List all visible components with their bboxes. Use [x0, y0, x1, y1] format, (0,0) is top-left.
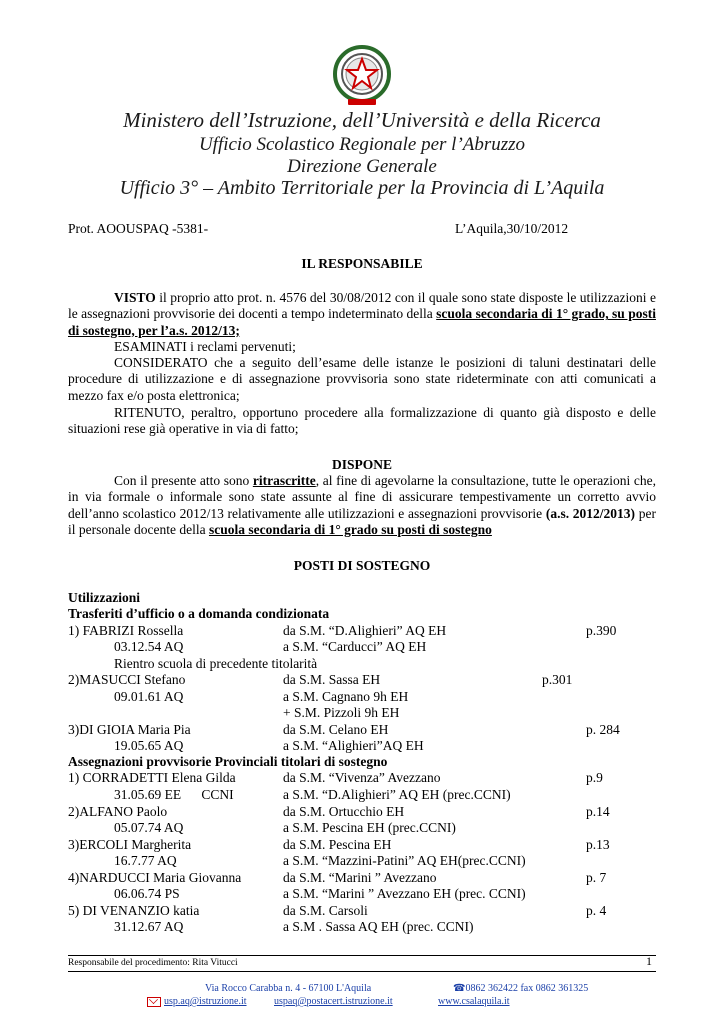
section-title: POSTI DI SOSTEGNO	[293, 558, 431, 573]
visto-paragraph	[68, 290, 656, 339]
row-name: 06.06.74 PS	[114, 886, 180, 901]
dispone-part1: Con il presente atto sono	[114, 473, 253, 488]
row-name: 3)ERCOLI Margherita	[68, 837, 192, 852]
email-link-2[interactable]: uspaq@postacert.istruzione.it	[274, 996, 393, 1007]
phone-icon: ☎	[453, 983, 466, 994]
row-points: p. 284	[586, 722, 620, 737]
row-name: 4)NARDUCCI Maria Giovanna	[68, 870, 242, 885]
row-name: 3)DI GIOIA Maria Pia	[68, 722, 191, 737]
phone-fax	[453, 983, 588, 994]
row-points: p.9	[586, 770, 603, 785]
row-name: 31.12.67 AQ	[114, 919, 184, 934]
dispone-title: DISPONE	[331, 457, 392, 472]
row-name: 09.01.61 AQ	[114, 689, 184, 704]
regional-office-heading: Ufficio Scolastico Regionale per l’Abruzzo	[198, 134, 526, 155]
row-name: 31.05.69 EE CCNI	[114, 787, 234, 802]
assegnazioni-title: Assegnazioni provvisorie Provinciali titolari di sostegno	[68, 754, 388, 769]
responsabile-note: Responsabile del procedimento: Rita Vitucci	[68, 958, 238, 968]
school-level: scuola secondaria di 1° grado su posti di sostegno	[208, 521, 492, 537]
row-name: 05.07.74 AQ	[114, 820, 184, 835]
page-number: 1	[646, 954, 652, 968]
row-dest: a S.M. “Marini ” Avezzano EH (prec. CCNI)	[283, 886, 526, 901]
protocol-number: Prot. AOOUSPAQ -5381-	[68, 221, 209, 236]
row-name: 1) CORRADETTI Elena Gilda	[68, 770, 236, 785]
place-date: L’Aquila,30/10/2012	[455, 221, 569, 236]
unit-heading: Ufficio 3° – Ambito Territoriale per la Provincia di L’Aquila	[119, 177, 605, 199]
italian-republic-emblem-icon	[332, 44, 392, 108]
row-dest: a S.M. “Alighieri”AQ EH	[283, 738, 424, 753]
row-name: 2)MASUCCI Stefano	[68, 672, 186, 687]
visto-underlined: scuola secondaria di 1° grado, su posti di sostegno, per l’a.s. 2012/13;	[68, 306, 656, 338]
row-points: p.301	[542, 672, 573, 687]
dispone-part3: per il personale docente della	[68, 505, 656, 537]
row-note: Rientro scuola di precedente titolarità	[114, 656, 318, 671]
direction-heading: Direzione Generale	[287, 156, 437, 177]
ritenuto-paragraph: RITENUTO, peraltro, opportuno procedere alla formalizzazione di quanto già disposto e delle situazioni rese già operative in via di fatto;	[68, 405, 656, 437]
website-link[interactable]: www.csalaquila.it	[438, 996, 510, 1007]
dispone-paragraph	[68, 473, 656, 538]
visto-lead: VISTO	[114, 290, 156, 305]
school-year: (a.s. 2012/2013)	[545, 505, 636, 521]
esaminati-paragraph: ESAMINATI i reclami pervenuti;	[114, 339, 296, 354]
address: Via Rocco Carabba n. 4 - 67100 L'Aquila	[205, 983, 372, 994]
ritrascritte-word: ritrascritte	[252, 473, 316, 488]
row-points: p. 7	[586, 870, 607, 885]
row-name: 03.12.54 AQ	[114, 639, 184, 654]
row-name: 1) FABRIZI Rossella	[68, 623, 184, 638]
row-points: p.14	[586, 804, 610, 819]
email-link-1[interactable]: usp.aq@istruzione.it	[164, 996, 247, 1007]
row-dest: a S.M . Sassa AQ EH (prec. CCNI)	[283, 919, 474, 934]
visto-text: il proprio atto prot. n. 4576 del 30/08/2012 con il quale sono state disposte le utilizzazioni e le assegnazioni provvisorie dei docenti a tempo indeterminato della	[68, 290, 656, 322]
row-points: p.390	[586, 623, 617, 638]
utilizzazioni-title: Utilizzazioni	[68, 590, 140, 605]
row-dest: da S.M. Pescina EH	[283, 837, 392, 852]
ministry-heading: Ministero dell’Istruzione, dell’Università e della Ricerca	[123, 108, 601, 132]
row-dest: da S.M. “Vivenza” Avezzano	[283, 770, 441, 785]
footer-rule-2	[68, 971, 656, 972]
row-dest: da S.M. “D.Alighieri” AQ EH	[283, 623, 447, 638]
row-dest: da S.M. Carsoli	[283, 903, 368, 918]
email-row	[147, 996, 247, 1007]
footer-rule	[68, 955, 656, 956]
row-name: 19.05.65 AQ	[114, 738, 184, 753]
phone-fax-text: 0862 362422 fax 0862 361325	[465, 983, 589, 994]
row-dest: da S.M. Sassa EH	[283, 672, 381, 687]
row-dest: a S.M. “Mazzini-Patini” AQ EH(prec.CCNI)	[283, 853, 526, 868]
mail-icon	[147, 997, 161, 1007]
considerato-paragraph: CONSIDERATO che a seguito dell’esame delle istanze le posizioni di taluni destinatari delle procedure di utilizzazione e di assegnazione provvisoria sono state rideterminate con atti comunicati a mezzo fax e/o posta elettronica;	[68, 355, 656, 403]
row-dest: da S.M. Celano EH	[283, 722, 389, 737]
row-points: p.13	[586, 837, 610, 852]
row-dest: a S.M. “D.Alighieri” AQ EH (prec.CCNI)	[283, 787, 511, 802]
row-points: p. 4	[586, 903, 607, 918]
row-name: 16.7.77 AQ	[114, 853, 177, 868]
row-dest: da S.M. Ortucchio EH	[283, 804, 405, 819]
trasferiti-title: Trasferiti d’ufficio o a domanda condizionata	[68, 606, 330, 621]
row-name: 5) DI VENANZIO katia	[68, 903, 200, 918]
document-title: IL RESPONSABILE	[301, 256, 423, 271]
row-dest: a S.M. “Carducci” AQ EH	[283, 639, 427, 654]
row-dest: + S.M. Pizzoli 9h EH	[283, 705, 400, 720]
row-dest: da S.M. “Marini ” Avezzano	[283, 870, 437, 885]
row-name: 2)ALFANO Paolo	[68, 804, 168, 819]
row-dest: a S.M. Pescina EH (prec.CCNI)	[283, 820, 456, 835]
row-dest: a S.M. Cagnano 9h EH	[283, 689, 409, 704]
dispone-part2: , al fine di agevolarne la consultazione, tutte le operazioni che, in via formale o informale sono state assunte al fine di assicurare tempestivamente un corretto avvio dell’anno scolastico 2012/13 relativamente alle utilizzazioni e assegnazioni provvisorie	[68, 473, 656, 521]
